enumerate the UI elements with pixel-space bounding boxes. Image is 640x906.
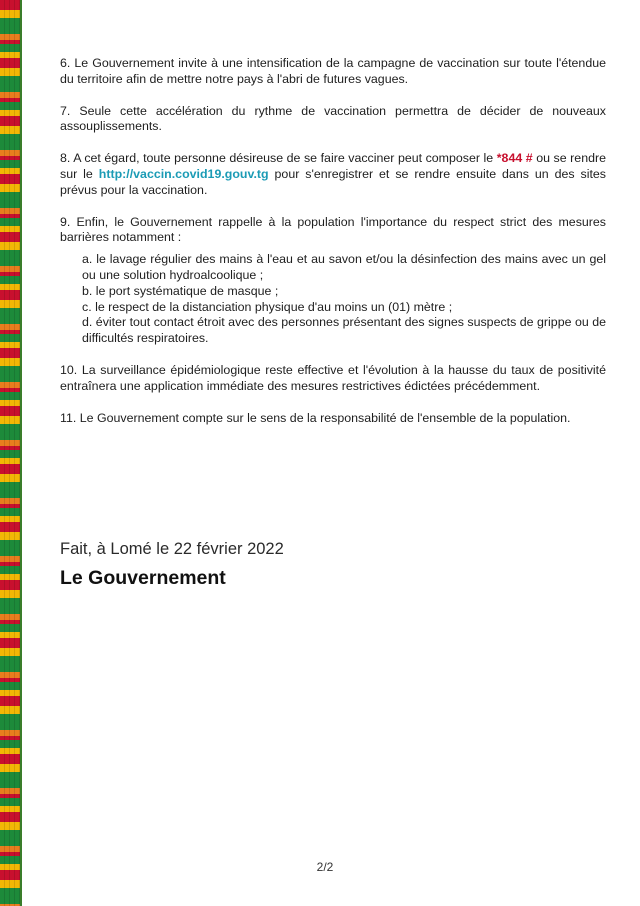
list-item: b. le port systématique de masque ;	[82, 283, 279, 298]
paragraph-8-text: pour s'enregistrer et se rendre ensuite dans un des sites prévus pour la vaccination.	[60, 166, 606, 197]
paragraph-6: 6. Le Gouvernement invite à une intensification de la campagne de vaccination sur toute l'étendue du territoire afin de mettre notre pays à l'abri de futures vagues.	[60, 56, 606, 86]
page-number: 2/2	[316, 860, 334, 874]
list-item: c. le respect de la distanciation physique d'au moins un (01) mètre ;	[82, 299, 453, 314]
list-item: a. le lavage régulier des mains à l'eau et au savon et/ou la désinfection des mains avec un gel ou une solution hydroalcoolique ;	[82, 252, 606, 282]
paragraph-11: 11. Le Gouvernement compte sur le sens de la responsabilité de l'ensemble de la population.	[60, 410, 571, 425]
place-date: Fait, à Lomé le 22 février 2022	[60, 540, 284, 558]
signature: Le Gouvernement	[60, 567, 226, 589]
list-item: d. éviter tout contact étroit avec des personnes présentant des signes suspects de grippe ou de difficultés respiratoires.	[82, 315, 606, 346]
document-body	[60, 56, 606, 442]
vaccination-link[interactable]: http://vaccin.covid19.gouv.tg	[98, 166, 269, 181]
decorative-border	[0, 0, 20, 906]
paragraph-8-text: 8. A cet égard, toute personne désireuse de se faire vacciner peut composer le	[60, 151, 497, 166]
paragraph-8-text: ou se rendre sur le	[60, 151, 606, 181]
barrier-measures-list	[82, 252, 606, 347]
paragraph-9: 9. Enfin, le Gouvernement rappelle à la population l'importance du respect strict des mesures barrières notamment :	[60, 214, 606, 245]
decorative-border-edge	[20, 0, 22, 906]
paragraph-7: 7. Seule cette accélération du rythme de vaccination permettra de décider de nouveaux assouplissements.	[60, 103, 606, 134]
vaccination-code: *844 #	[496, 151, 533, 166]
paragraph-8	[60, 151, 606, 198]
paragraph-10: 10. La surveillance épidémiologique reste effective et l'évolution à la hausse du taux de positivité entraînera une application immédiate des mesures restrictives édictées précédemment.	[60, 362, 606, 393]
